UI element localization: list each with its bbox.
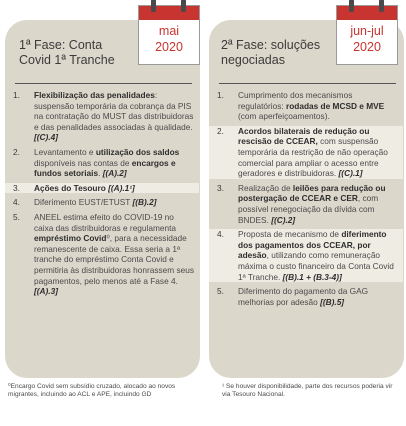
calendar-icon: [138, 5, 200, 65]
footnote-right: ¹ Se houver disponibilidade, parte dos recursos poderia vir via Tesouro Nacional.: [222, 383, 393, 398]
list-item-number: 1.: [13, 90, 20, 100]
list-item: [217, 286, 399, 307]
text-run: [(B).2]: [132, 197, 157, 208]
phase-1-list: [13, 90, 195, 301]
text-run: rodadas de MCSD e MVE: [285, 100, 385, 111]
list-item-text: [238, 286, 399, 307]
calendar-ring: [379, 0, 384, 12]
divider: [219, 83, 396, 84]
calendar-year: 2020: [353, 40, 381, 54]
text-run: ⁰, para a necessidade remanescente de caixa. Essa seria a 1ª tranche do empréstimo Conta Covid e permitiria às distribuidoras honrassem seus pagamentos, pelo menos até a Fase 4.: [34, 233, 195, 286]
text-run: encargos e fundos setoriais: [34, 157, 176, 179]
text-run: (com aperfeiçoamentos).: [238, 111, 330, 122]
list-item: [209, 126, 403, 179]
list-item-number: 1.: [217, 90, 224, 100]
list-item-text: [34, 212, 195, 297]
list-item-text: [34, 90, 195, 143]
calendar-header: [139, 6, 199, 20]
text-run: : suspensão temporária da cobrança da PIS na contratação do MUST das distribuidoras e das penalidades associadas à qualidade.: [34, 90, 194, 132]
phase-1-title-line-1: 1ª Fase: Conta: [19, 38, 103, 52]
list-item-number: 4.: [13, 197, 20, 208]
calendar-ring: [181, 0, 186, 12]
text-run: Diferimento do pagamento da GAG melhorias por adesão: [238, 286, 369, 307]
text-run: .: [98, 168, 103, 179]
text-run: utilização dos saldos: [95, 146, 180, 157]
calendar-ring: [349, 0, 354, 12]
text-run: ANEEL estima efeito do COVID-19 no caixa das distribuidoras e regulamenta: [34, 211, 177, 233]
list-item-number: 3.: [217, 182, 224, 193]
list-item-text: [238, 183, 399, 225]
list-item-number: 2.: [13, 146, 20, 157]
text-run: diferimento dos pagamentos dos CCEAR, por adesão: [238, 229, 387, 261]
text-run: [(C).2]: [271, 214, 296, 225]
text-run: [(C).1]: [338, 168, 363, 179]
phase-2-title: [221, 38, 320, 68]
list-item-text: [34, 147, 195, 179]
list-item: [13, 90, 195, 143]
text-run: [(C).4]: [34, 132, 58, 143]
text-run: Acordos bilaterais de redução ou rescisão de CCEAR,: [238, 125, 370, 147]
calendar-month: mai: [158, 24, 180, 38]
list-item-text: [238, 90, 399, 122]
list-item-number: 5.: [13, 211, 20, 222]
phase-2-card: [209, 20, 404, 378]
list-item: [217, 183, 399, 225]
text-run: Cumprimento dos mecanismos regulatórios:: [238, 90, 353, 111]
phase-1-title: [19, 38, 115, 68]
calendar-icon: [336, 5, 398, 65]
list-item-text: [238, 229, 399, 282]
calendar-ring: [151, 0, 156, 12]
text-run: empréstimo Covid: [34, 233, 107, 244]
list-item-text: [238, 126, 399, 179]
text-run: Ações do Tesouro: [34, 182, 109, 193]
list-item-text: [34, 197, 195, 208]
text-run: [(A).1¹]: [108, 182, 135, 193]
text-run: Realização de: [238, 182, 293, 193]
text-run: [(B).5]: [320, 296, 345, 307]
list-item: [13, 212, 195, 297]
text-run: leilões para redução ou postergação de CCEAR e CER: [238, 182, 386, 204]
list-item: [5, 183, 199, 194]
phase-1-title-line-2: Covid 1ª Tranche: [19, 53, 115, 67]
list-item: [217, 90, 399, 122]
list-item: [209, 229, 403, 282]
list-item-number: 4.: [217, 229, 224, 240]
text-run: , com possível renegociação da dívida com BNDES.: [238, 193, 379, 225]
text-run: disponíveis nas contas de: [34, 157, 132, 168]
phase-2-title-line-1: 2ª Fase: soluções: [221, 38, 321, 52]
text-run: [(A).2]: [102, 168, 127, 179]
phase-2-title-line-2: negociadas: [221, 53, 285, 67]
calendar-header: [337, 6, 397, 20]
footnote-left: ⁰Encargo Covid sem subsídio cruzado, alocado ao novos migrantes, incluindo ao ACL e APE, incluindo GD: [8, 383, 176, 398]
text-run: Flexibilização das penalidades: [34, 90, 155, 100]
text-run: Levantamento e: [34, 146, 96, 157]
text-run: [(B).1 + (B.3-4)]: [282, 271, 342, 282]
phase-2-list: [217, 90, 399, 311]
divider: [15, 83, 192, 84]
list-item: [13, 197, 195, 208]
list-item-number: 5.: [217, 286, 224, 297]
calendar-month: jun-jul: [350, 24, 384, 38]
phase-1-card: [5, 20, 200, 378]
text-run: Diferimento EUST/ETUST: [34, 197, 133, 208]
list-item-text: [34, 183, 195, 194]
text-run: , utilizando como remuneração máxima o custo financeiro da Conta Covid 1ª Tranche.: [238, 250, 394, 282]
calendar-year: 2020: [155, 40, 183, 54]
text-run: [(A).3]: [34, 286, 58, 297]
text-run: Proposta de mecanismo de: [238, 229, 342, 240]
list-item-number: 3.: [13, 182, 20, 193]
text-run: com suspensão temporária da restrição de não operação comercial para ampliar o acesso entre geradores e distribuidoras.: [238, 136, 388, 179]
list-item-number: 2.: [217, 125, 224, 136]
list-item: [13, 147, 195, 179]
